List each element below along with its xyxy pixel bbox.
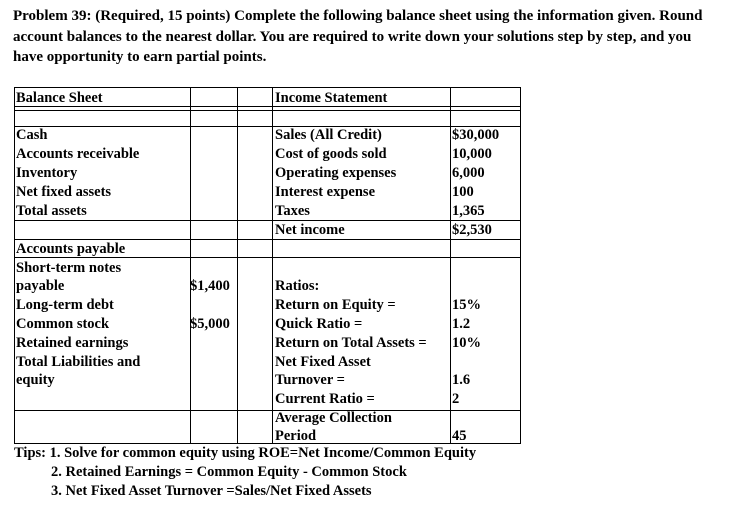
tip-1: Tips: 1. Solve for common equity using ROE=Net Income/Common Equity [14,445,477,461]
cogs-value: 10,000 [452,146,492,162]
operating-expenses-label: Operating expenses [275,165,397,181]
cash-label: Cash [16,127,48,143]
tip-2: 2. Retained Earnings = Common Equity - Common Stock [51,464,407,480]
long-term-debt-label: Long-term debt [16,297,114,313]
nfat-label-line1: Net Fixed Asset [275,354,371,370]
acp-value: 45 [452,428,467,444]
current-ratio-value: 2 [452,391,460,407]
retained-earnings-label: Retained earnings [16,335,129,351]
accounts-receivable-label: Accounts receivable [16,146,140,162]
common-stock-label: Common stock [16,316,110,332]
cogs-label: Cost of goods sold [275,146,387,162]
net-income-value: $2,530 [452,222,492,238]
short-term-notes-label-line1: Short-term notes [16,260,122,276]
operating-expenses-value: 6,000 [452,165,485,181]
problem-label: Problem 39: [13,8,92,24]
roe-value: 15% [452,297,481,313]
nfat-value: 1.6 [452,372,471,388]
nfat-label-line2: Turnover = [275,372,345,388]
total-assets-label: Total assets [16,203,87,219]
short-term-notes-label-line2: payable [16,278,65,294]
interest-expense-value: 100 [452,184,474,200]
total-liabilities-label-line2: equity [16,372,55,388]
quick-ratio-label: Quick Ratio = [275,316,363,332]
balance-sheet-header: Balance Sheet [16,90,103,106]
accounts-payable-label: Accounts payable [16,241,126,257]
net-income-label: Net income [275,222,345,238]
current-ratio-label: Current Ratio = [275,391,375,407]
roe-label: Return on Equity = [275,297,396,313]
taxes-label: Taxes [275,203,310,219]
acp-label-line2: Period [275,428,317,444]
net-fixed-assets-label: Net fixed assets [16,184,112,200]
inventory-label: Inventory [16,165,78,181]
sales-value: $30,000 [452,127,500,143]
short-term-notes-value: $1,400 [190,278,230,294]
income-statement-header: Income Statement [275,90,388,106]
rota-value: 10% [452,335,481,351]
common-stock-value: $5,000 [190,316,230,332]
sales-label: Sales (All Credit) [275,127,382,143]
interest-expense-label: Interest expense [275,184,376,200]
tip-3: 3. Net Fixed Asset Turnover =Sales/Net Fixed Assets [51,483,372,499]
total-liabilities-label-line1: Total Liabilities and [16,354,141,370]
acp-label-line1: Average Collection [275,410,392,426]
quick-ratio-value: 1.2 [452,316,471,332]
rota-label: Return on Total Assets = [275,335,427,351]
ratios-header: Ratios: [275,278,320,294]
taxes-value: 1,365 [452,203,485,219]
problem-text: (Required, 15 points) Complete the following balance sheet using the information given. Round account balances to the nearest dollar. You are required to write down your solutions step by step, and you have opportunity to earn partial points. [13,8,703,65]
